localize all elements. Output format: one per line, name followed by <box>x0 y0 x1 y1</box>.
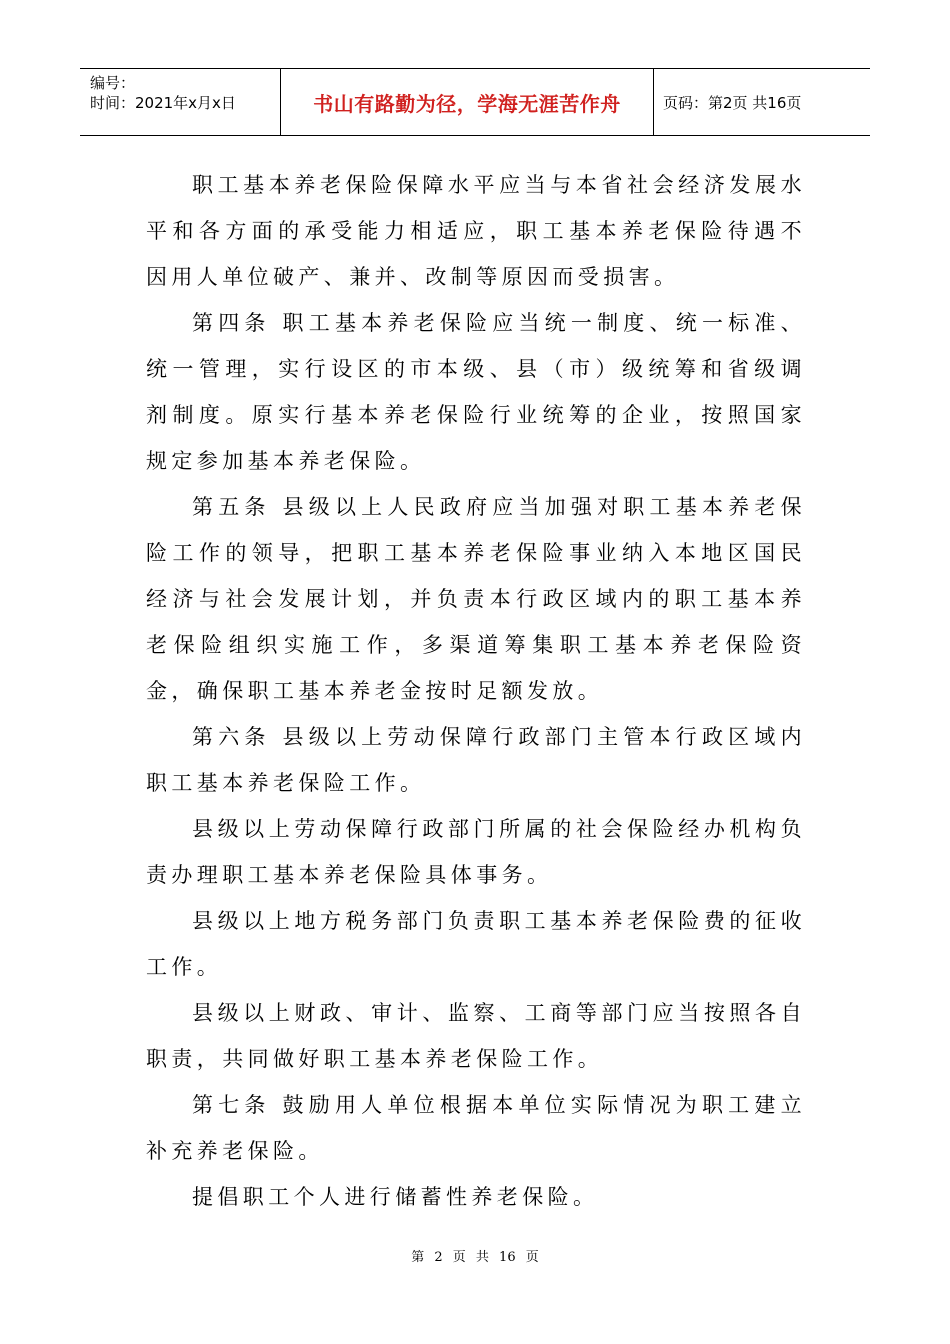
header-page-number: 页码：第2页 共16页 <box>663 93 802 112</box>
document-number-label: 编号： <box>90 74 136 92</box>
page-header <box>80 68 870 136</box>
document-body <box>146 162 806 1220</box>
paragraph: 第六条 县级以上劳动保障行政部门主管本行政区域内职工基本养老保险工作。 <box>146 725 806 795</box>
paragraph: 县级以上地方税务部门负责职工基本养老保险费的征收工作。 <box>146 909 806 979</box>
document-time-label: 时间：2021年x月x日 <box>90 94 236 112</box>
header-motto: 书山有路勤为径，学海无涯苦作舟 <box>281 69 654 135</box>
paragraph: 第四条 职工基本养老保险应当统一制度、统一标准、统一管理，实行设区的市本级、县（市）级统筹和省级调剂制度。原实行基本养老保险行业统筹的企业，按照国家规定参加基本养老保险。 <box>146 311 806 473</box>
paragraph: 提倡职工个人进行储蓄性养老保险。 <box>192 1185 599 1209</box>
paragraph: 职工基本养老保险保障水平应当与本省社会经济发展水平和各方面的承受能力相适应，职工基本养老保险待遇不因用人单位破产、兼并、改制等原因而受损害。 <box>146 173 806 289</box>
page-footer: 第 2 页 共 16 页 <box>411 1250 539 1265</box>
paragraph: 第七条 鼓励用人单位根据本单位实际情况为职工建立补充养老保险。 <box>146 1093 806 1163</box>
paragraph: 县级以上劳动保障行政部门所属的社会保险经办机构负责办理职工基本养老保险具体事务。 <box>146 817 806 887</box>
header-info-cell <box>80 69 281 135</box>
paragraph: 第五条 县级以上人民政府应当加强对职工基本养老保险工作的领导，把职工基本养老保险事业纳入本地区国民经济与社会发展计划，并负责本行政区域内的职工基本养老保险组织实施工作，多渠道筹集职工基本养老保险资金，确保职工基本养老金按时足额发放。 <box>146 495 806 703</box>
paragraph: 县级以上财政、审计、监察、工商等部门应当按照各自职责，共同做好职工基本养老保险工作。 <box>146 1001 806 1071</box>
